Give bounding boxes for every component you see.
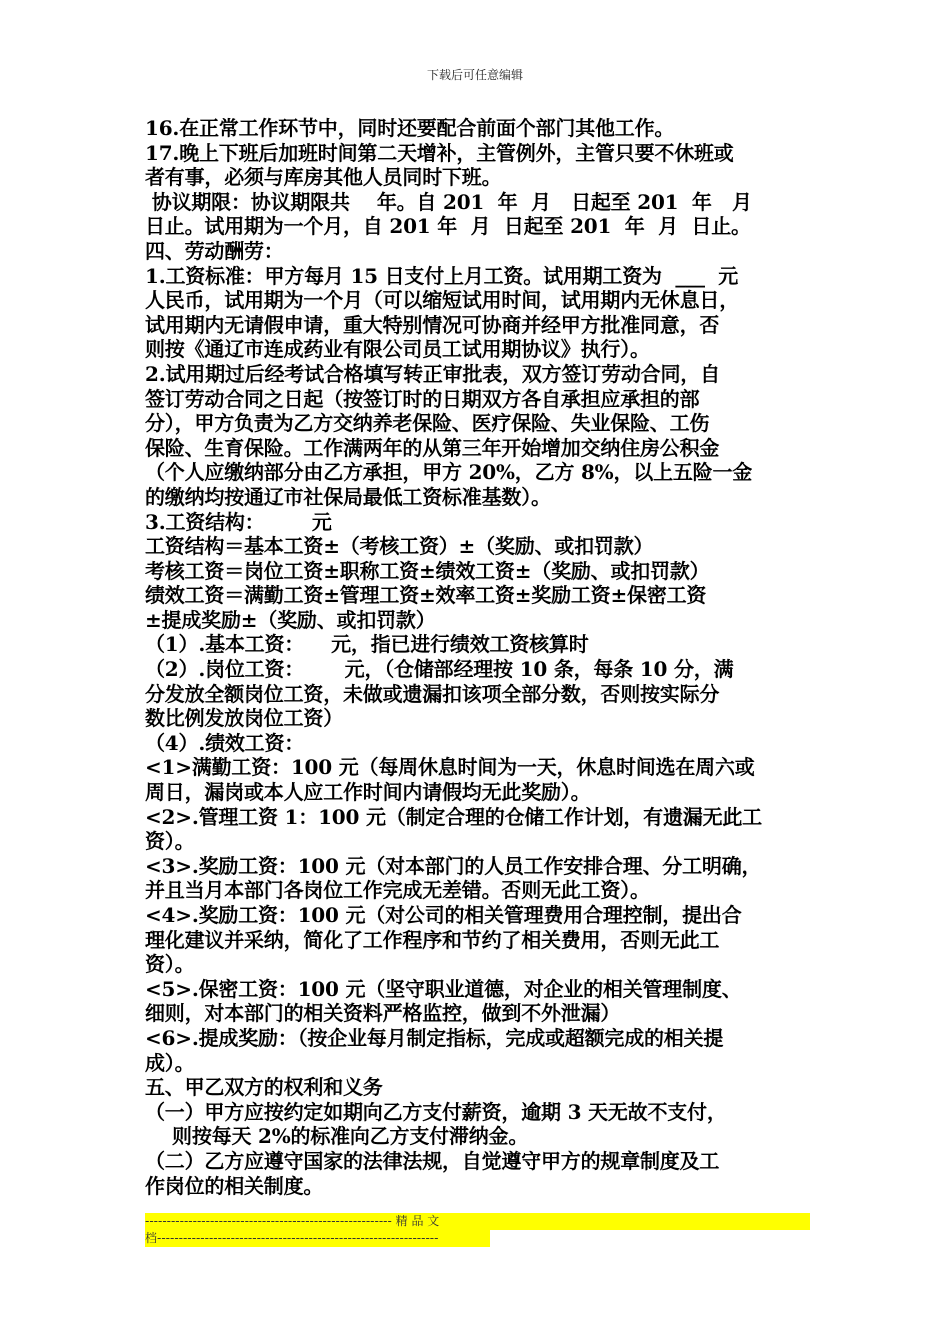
document-line: 3.工资结构： 元 [145,509,332,534]
footer-banner [145,1213,810,1247]
document-line: 资）。 [145,952,195,977]
document-line: 分），甲方负责为乙方交纳养老保险、医疗保险、失业保险、工伤 [145,411,710,436]
document-line: 16.在正常工作环节中，同时还要配合前面个部门其他工作。 [145,116,675,140]
document-line: （2）.岗位工资： 元，（仓储部经理按 10 条，每条 10 分，满 [145,657,734,682]
document-line: 签订劳动合同之日起（按签订时的日期双方各自承担应承担的部 [145,386,700,411]
document-line: 绩效工资＝满勤工资±管理工资±效率工资±奖励工资±保密工资 [145,583,707,608]
page-header: 下载后可任意编辑 [426,68,523,82]
document-line: <4>.奖励工资：100 元（对公司的相关管理费用合理控制，提出合 [145,903,742,927]
document-line: 并且当月本部门各岗位工作完成无差错。否则无此工资）。 [145,878,650,903]
document-line: 考核工资＝岗位工资±职称工资±绩效工资±（奖励、或扣罚款） [145,558,710,583]
document-line: 者有事，必须与库房其他人员同时下班。 [145,165,502,190]
document-line: <6>.提成奖励：（按企业每月制定指标，完成或超额完成的相关提 [145,1025,724,1050]
document-line: <3>.奖励工资：100 元（对本部门的人员工作安排合理、分工明确， [145,853,762,878]
document-line: 五、甲乙双方的权利和义务 [145,1075,383,1100]
document-line: 保险、生育保险。工作满两年的从第三年开始增加交纳住房公积金 [145,435,720,460]
document-line: （一）甲方应按约定如期向乙方支付薪资，逾期 3 天无故不支付， [145,1099,727,1124]
document-line: 1.工资标准：甲方每月 15 日支付上月工资。试用期工资为 ___ 元 [145,263,739,288]
footer-line-1: --------------------------------------------------------- 精 品 文 [145,1213,810,1230]
document-line: （4）.绩效工资： [145,730,305,755]
footer-line-2: 档----------------------------------------------------------------- [145,1230,490,1247]
document-line: ±提成奖励±（奖励、或扣罚款） [145,607,436,632]
document-line: （个人应缴纳部分由乙方承担，甲方 20%，乙方 8%，以上五险一金 [145,460,753,485]
document-line: 协议期限：协议期限共 年。自 201 年 月 日起至 201 年 月 [145,189,752,214]
document-line: 则按每天 2%的标准向乙方支付滞纳金。 [145,1124,529,1149]
document-line: 理化建议并采纳，简化了工作程序和节约了相关费用，否则无此工 [145,927,720,952]
document-line: 成）。 [145,1050,195,1075]
document-body [145,116,815,1198]
document-line: 试用期内无请假申请，重大特别情况可协商并经甲方批准同意，否 [145,312,720,337]
document-line: 工资结构＝基本工资±（考核工资）±（奖励、或扣罚款） [145,534,654,559]
document-line: 数比例发放岗位工资） [145,706,343,731]
document-line: 四、劳动酬劳： [145,238,284,263]
document-line: 资）。 [145,829,195,854]
document-line: 作岗位的相关制度。 [145,1173,324,1198]
document-line: 的缴纳均按通辽市社保局最低工资标准基数）。 [145,484,551,509]
document-line: （二）乙方应遵守国家的法律法规，自觉遵守甲方的规章制度及工 [145,1148,720,1173]
document-line: <5>.保密工资：100 元（坚守职业道德，对企业的相关管理制度、 [145,976,742,1001]
document-line: 2.试用期过后经考试合格填写转正审批表，双方签订劳动合同，自 [145,361,720,386]
document-line: <1>满勤工资：100 元（每周休息时间为一天，休息时间选在周六或 [145,755,755,780]
document-line: 日止。试用期为一个月，自 201 年 月 日起至 201 年 月 日止。 [145,214,751,239]
document-line: 则按《通辽市连成药业有限公司员工试用期协议》执行）。 [145,337,650,362]
document-line: （1）.基本工资： 元，指已进行绩效工资核算时 [145,632,589,657]
document-line: 细则，对本部门的相关资料严格监控，做到不外泄漏） [145,1001,621,1026]
document-line: 周日，漏岗或本人应工作时间内请假均无此奖励）。 [145,780,591,805]
document-line: 人民币，试用期为一个月（可以缩短试用时间，试用期内无休息日， [145,288,739,313]
document-line: 17.晚上下班后加班时间第二天增补，主管例外，主管只要不休班或 [145,140,734,165]
document-line: 分发放全额岗位工资，未做或遗漏扣该项全部分数，否则按实际分 [145,681,720,706]
document-line: <2>.管理工资 1：100 元（制定合理的仓储工作计划，有遗漏无此工 [145,804,762,829]
